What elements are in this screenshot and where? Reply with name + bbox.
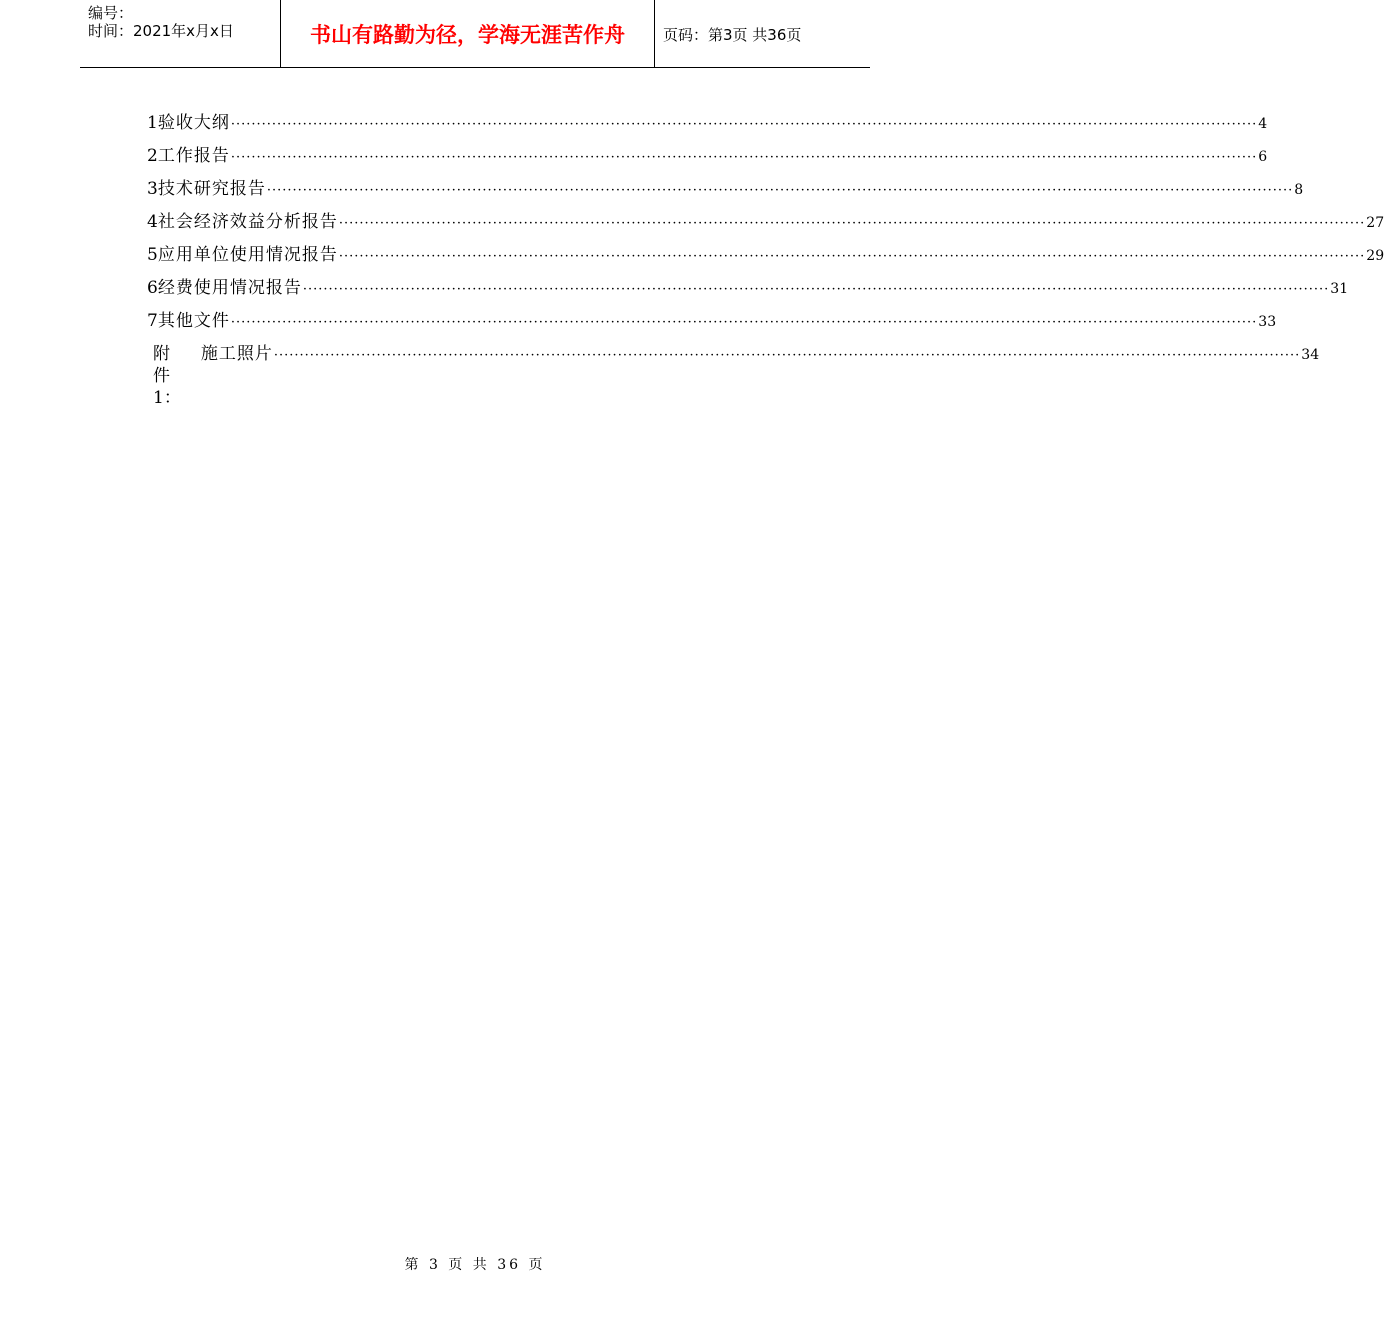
toc-entry-number: 2: [147, 146, 158, 166]
toc-appendix-title: 施工照片: [200, 344, 273, 364]
toc-leader-dots: ········································································································································································································: [266, 183, 1294, 198]
toc-entry-number: 3: [147, 179, 158, 199]
toc-leader-dots: ········································································································································································································: [273, 348, 1301, 363]
toc-entry-number: 5: [147, 245, 158, 265]
toc-entry-title: 社会经济效益分析报告: [157, 212, 338, 232]
toc-entry-number: 4: [147, 212, 158, 232]
toc-entry-page: 29: [1366, 248, 1384, 264]
toc-entry-page: 6: [1258, 149, 1268, 165]
toc-entry-number: 7: [147, 311, 158, 331]
header-right-cell: [655, 0, 870, 67]
toc-entry: [145, 310, 1277, 343]
toc-entry-title: 技术研究报告: [157, 179, 266, 199]
table-of-contents: [145, 112, 1384, 408]
toc-leader-dots: ········································································································································································································: [230, 315, 1258, 330]
toc-entry-page: 31: [1330, 281, 1349, 297]
header-motto: 书山有路勤为径，学海无涯苦作舟: [310, 23, 625, 47]
toc-entry-page: 8: [1294, 182, 1304, 198]
toc-entry-page: 4: [1258, 116, 1268, 132]
toc-leader-dots: ········································································································································································································: [230, 117, 1258, 132]
toc-leader-dots: ········································································································································································································: [338, 216, 1366, 231]
page-footer: 第 3 页 共 36 页: [404, 1257, 546, 1273]
header-page-info: 页码：第3页 共36页: [663, 26, 802, 44]
toc-entry-page: 27: [1366, 215, 1384, 231]
toc-appendix-page: 34: [1301, 347, 1320, 363]
document-number-label: 编号：: [88, 4, 134, 22]
toc-leader-dots: ········································································································································································································: [230, 150, 1258, 165]
toc-entry-title: 经费使用情况报告: [157, 278, 302, 298]
header-left-cell: [80, 0, 281, 67]
toc-entry-number: 1: [147, 113, 158, 133]
toc-entry-number: 6: [147, 278, 158, 298]
header-middle-cell: [281, 0, 655, 67]
toc-appendix-entry: [145, 343, 1320, 408]
toc-entry: [145, 244, 1384, 277]
toc-leader-dots: ········································································································································································································: [302, 282, 1330, 297]
toc-entry: [145, 178, 1304, 211]
toc-leader-dots: ········································································································································································································: [338, 249, 1366, 264]
toc-appendix-label: 附件1：: [153, 344, 181, 408]
toc-entry: [145, 277, 1349, 310]
toc-entry: [145, 145, 1268, 178]
toc-entry: [145, 112, 1268, 145]
toc-entry-page: 33: [1258, 314, 1277, 330]
toc-entry: [145, 211, 1384, 244]
toc-entry-title: 其他文件: [157, 311, 230, 331]
toc-entry-title: 验收大纲: [157, 113, 230, 133]
document-date: 时间：2021年x月x日: [88, 22, 234, 40]
page-header: [80, 0, 870, 68]
toc-entry-title: 应用单位使用情况报告: [157, 245, 338, 265]
toc-entry-title: 工作报告: [157, 146, 230, 166]
